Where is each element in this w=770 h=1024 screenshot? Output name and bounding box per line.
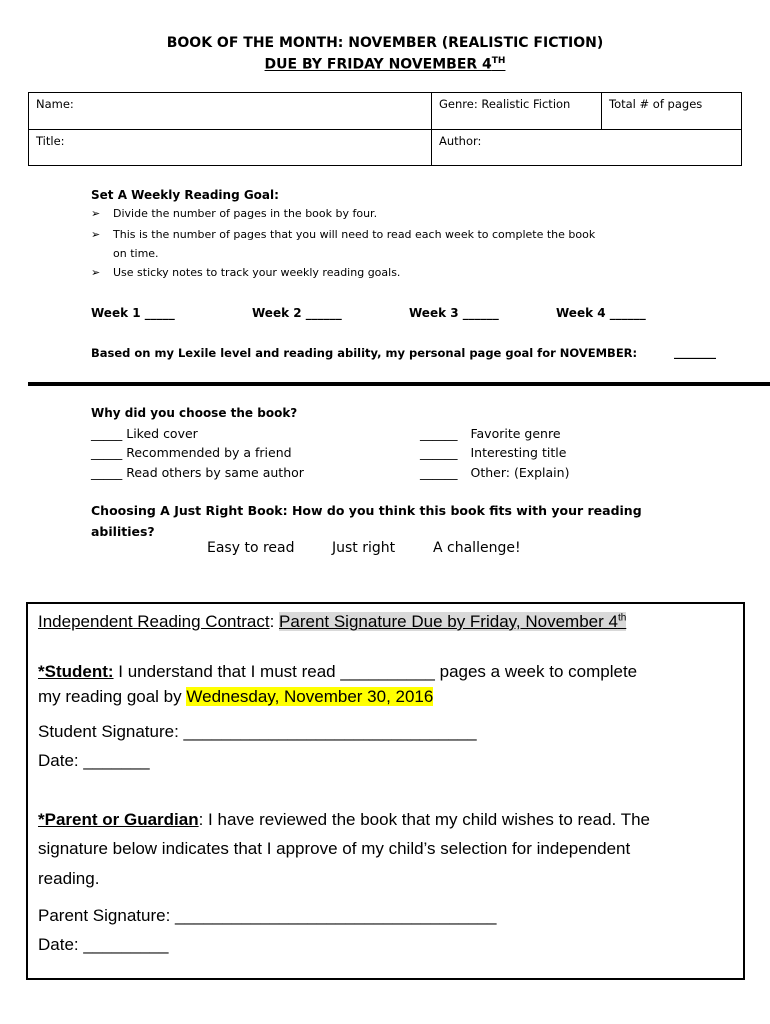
personal-goal-field[interactable]: _______: [674, 345, 716, 359]
goal-bullet: Divide the number of pages in the book by four.: [113, 207, 378, 220]
parent-statement: [38, 810, 650, 830]
section-divider: [28, 382, 770, 386]
choice-label: Favorite genre: [470, 426, 561, 441]
choice-row[interactable]: [420, 465, 569, 480]
genre-label: Genre: Realistic Fiction: [439, 97, 571, 111]
student-statement: [38, 662, 637, 682]
choice-label: Other: (Explain): [470, 465, 570, 480]
week-3-field[interactable]: Week 3 ______: [409, 306, 499, 320]
book-info-table: [28, 92, 742, 166]
choice-label: Read others by same author: [126, 465, 304, 480]
student-date-line[interactable]: Date: _______: [38, 751, 150, 770]
author-label: Author:: [439, 134, 482, 148]
just-right-question: Choosing A Just Right Book: How do you think this book fits with your reading: [91, 503, 642, 518]
option-challenge[interactable]: A challenge!: [433, 540, 521, 556]
contract-title: Independent Reading Contract: [38, 612, 270, 631]
choice-row[interactable]: [91, 465, 304, 480]
choice-blank[interactable]: ______: [420, 445, 458, 460]
option-just-right[interactable]: Just right: [332, 540, 396, 556]
name-label: Name:: [36, 97, 74, 111]
title-cell[interactable]: [29, 130, 432, 166]
page-title: BOOK OF THE MONTH: NOVEMBER (REALISTIC FICTION): [166, 35, 604, 51]
author-cell[interactable]: [432, 130, 742, 166]
choice-label: Recommended by a friend: [126, 445, 292, 460]
contract-title-colon: :: [269, 612, 275, 631]
student-text-2: my reading goal by: [38, 687, 187, 706]
choice-blank[interactable]: _____: [91, 465, 123, 480]
choice-row[interactable]: [91, 445, 292, 460]
choice-row[interactable]: [420, 445, 566, 460]
choice-blank[interactable]: _____: [91, 426, 123, 441]
option-easy[interactable]: Easy to read: [207, 540, 295, 556]
title-label: Title:: [36, 134, 65, 148]
due-date-heading: [0, 56, 770, 73]
goal-bullet-continued: on time.: [113, 247, 159, 260]
choice-row[interactable]: [91, 426, 198, 441]
why-question: Why did you choose the book?: [91, 406, 298, 420]
bullet-arrow: ➢: [91, 228, 101, 241]
contract-due-suffix: th: [617, 612, 627, 624]
choice-label: Interesting title: [470, 445, 567, 460]
student-signature-line[interactable]: Student Signature: _______________________________: [38, 722, 477, 741]
total-pages-label: Total # of pages: [609, 97, 703, 111]
due-date-suffix: TH: [491, 56, 506, 66]
choice-row[interactable]: [420, 426, 561, 441]
week-2-field[interactable]: Week 2 ______: [252, 306, 342, 320]
parent-date-line[interactable]: Date: _________: [38, 935, 169, 954]
goal-date-highlight: Wednesday, November 30, 2016: [186, 687, 434, 706]
choice-label: Liked cover: [126, 426, 198, 441]
choice-blank[interactable]: _____: [91, 445, 123, 460]
parent-text: : I have reviewed the book that my child wishes to read. The: [198, 810, 650, 829]
parent-statement-continued: signature below indicates that I approve of my child’s selection for independent: [38, 839, 631, 858]
student-label: *Student:: [38, 662, 114, 681]
just-right-question-continued: abilities?: [91, 524, 155, 539]
contract-due: [279, 612, 626, 631]
goal-heading: Set A Weekly Reading Goal:: [91, 188, 279, 202]
bullet-arrow: ➢: [91, 207, 101, 220]
choice-blank[interactable]: ______: [420, 465, 458, 480]
goal-bullet: Use sticky notes to track your weekly reading goals.: [113, 266, 401, 279]
personal-goal-label: Based on my Lexile level and reading ability, my personal page goal for NOVEMBER:: [91, 346, 638, 360]
name-cell[interactable]: [29, 93, 432, 130]
total-pages-cell[interactable]: [602, 93, 742, 130]
student-text: I understand that I must read __________ pages a week to complete: [113, 662, 638, 681]
contract-due-text: Parent Signature Due by Friday, November 4: [279, 612, 618, 631]
bullet-arrow: ➢: [91, 266, 101, 279]
choice-blank[interactable]: ______: [420, 426, 458, 441]
parent-signature-line[interactable]: Parent Signature: __________________________________: [38, 906, 497, 925]
genre-cell: [432, 93, 602, 130]
due-date-text: DUE BY FRIDAY NOVEMBER 4: [264, 56, 492, 73]
parent-label: *Parent or Guardian: [38, 810, 199, 829]
week-4-field[interactable]: Week 4 ______: [556, 306, 646, 320]
goal-bullet: This is the number of pages that you will need to read each week to complete the book: [113, 228, 596, 241]
contract-heading: [38, 612, 626, 632]
week-1-field[interactable]: Week 1 _____: [91, 306, 175, 320]
student-statement-continued: [38, 687, 433, 707]
parent-statement-end: reading.: [38, 869, 100, 888]
